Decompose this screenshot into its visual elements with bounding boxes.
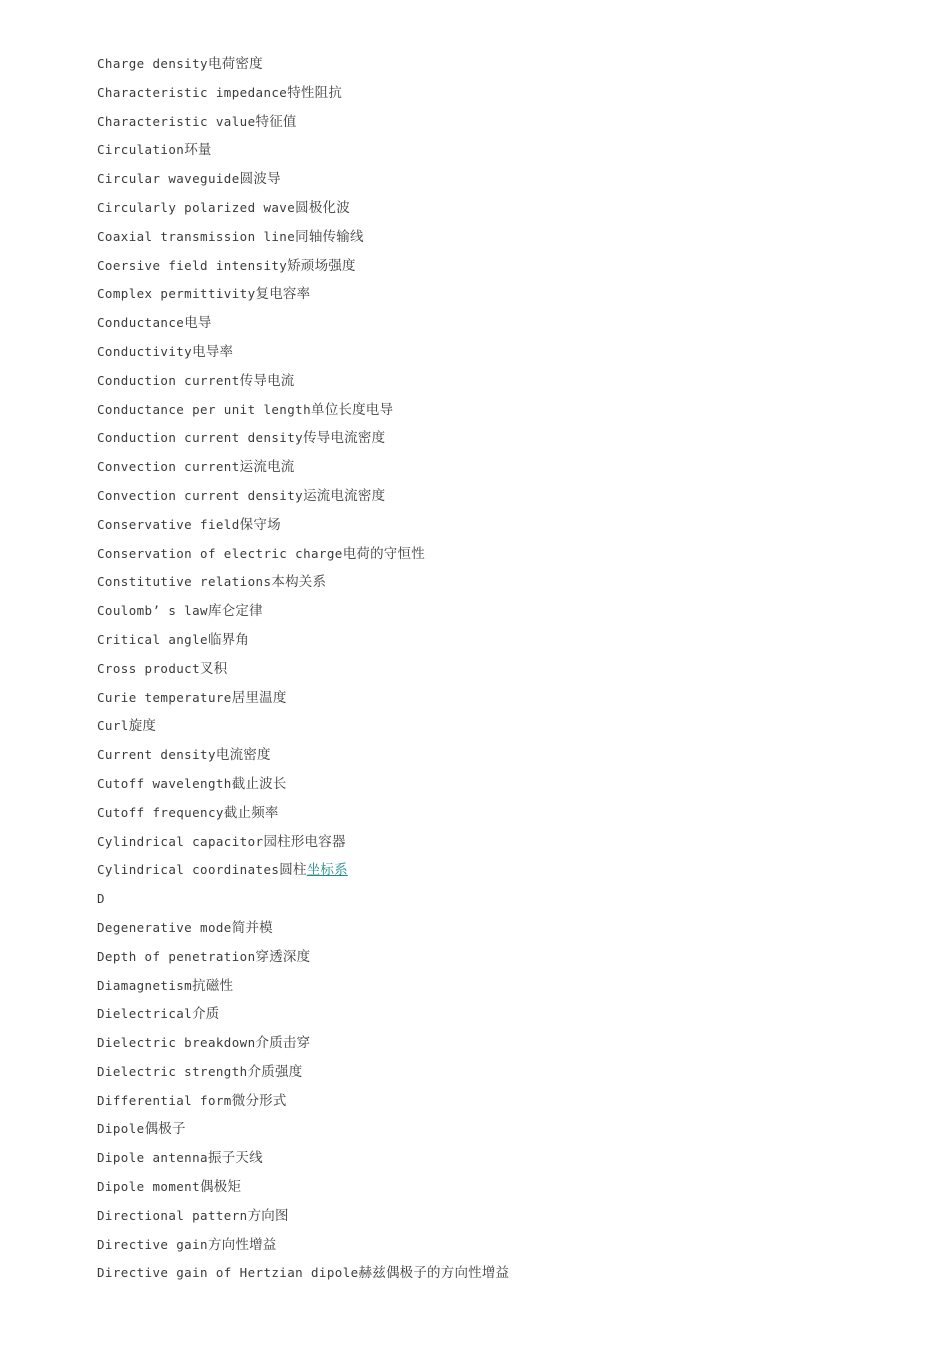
- glossary-entry: [97, 828, 897, 857]
- term-zh: 截止频率: [223, 804, 279, 821]
- term-zh: 微分形式: [231, 1092, 287, 1109]
- term-en: Conductivity: [97, 343, 193, 359]
- term-zh: 本构关系: [271, 574, 327, 591]
- term-en: Cylindrical coordinates: [97, 862, 280, 878]
- glossary-entry: [97, 1173, 897, 1202]
- term-zh: 圆柱: [279, 862, 307, 879]
- glossary-entry: [97, 972, 897, 1001]
- term-en: Curie temperature: [97, 689, 232, 705]
- term-zh: 简并模: [231, 919, 273, 936]
- term-en: Conductance per unit length: [97, 401, 311, 417]
- glossary-entry: [97, 741, 897, 770]
- glossary-entry: [97, 712, 897, 741]
- term-zh: 穿透深度: [255, 948, 311, 965]
- term-en: Current density: [97, 747, 216, 763]
- term-zh: 传导电流: [239, 372, 295, 389]
- section-letter-text: D: [97, 891, 105, 907]
- term-en: Dipole moment: [97, 1179, 201, 1195]
- glossary-entry: [97, 770, 897, 799]
- term-en: Dielectric breakdown: [97, 1035, 256, 1051]
- term-zh: 运流电流: [239, 459, 295, 476]
- term-zh: 介质: [192, 1006, 220, 1023]
- glossary-entry: [97, 799, 897, 828]
- term-zh: 特征值: [255, 113, 297, 130]
- term-zh: 偶极子: [144, 1121, 186, 1138]
- term-en: Conduction current: [97, 372, 240, 388]
- glossary-entry: [97, 79, 897, 108]
- term-en: Dipole antenna: [97, 1150, 208, 1166]
- glossary-entry: [97, 1058, 897, 1087]
- term-en: Differential form: [97, 1092, 232, 1108]
- term-zh: 保守场: [239, 516, 281, 533]
- glossary-entry: [97, 914, 897, 943]
- term-en: Circulation: [97, 142, 185, 158]
- term-en: Coersive field intensity: [97, 257, 288, 273]
- glossary-entry: [97, 338, 897, 367]
- term-en: Diamagnetism: [97, 977, 193, 993]
- term-zh: 运流电流密度: [303, 487, 386, 504]
- term-en: Dipole: [97, 1121, 145, 1137]
- term-en: Complex permittivity: [97, 286, 256, 302]
- term-zh: 振子天线: [207, 1150, 263, 1167]
- glossary-entry: [97, 453, 897, 482]
- glossary-entry: [97, 136, 897, 165]
- term-zh: 赫兹偶极子的方向性增益: [358, 1265, 510, 1282]
- term-en: Dielectric strength: [97, 1063, 248, 1079]
- glossary-entry: [97, 367, 897, 396]
- term-zh: 电荷的守恒性: [342, 545, 425, 562]
- term-zh: 单位长度电导: [311, 401, 394, 418]
- term-zh: 电导: [184, 315, 212, 332]
- glossary-entry: [97, 626, 897, 655]
- term-en: Depth of penetration: [97, 948, 256, 964]
- term-en: Characteristic value: [97, 113, 256, 129]
- term-zh: 介质击穿: [255, 1035, 311, 1052]
- term-zh: 居里温度: [231, 689, 287, 706]
- glossary-entry: [97, 597, 897, 626]
- glossary-entry: [97, 194, 897, 223]
- term-en: Charge density: [97, 56, 208, 71]
- term-zh: 抗磁性: [192, 977, 234, 994]
- coordinate-system-link[interactable]: 坐标系: [306, 862, 348, 879]
- term-zh: 临界角: [207, 631, 250, 648]
- glossary-entry: [97, 396, 897, 425]
- term-en: Cross product: [97, 660, 201, 676]
- term-zh: 库仑定律: [207, 603, 263, 620]
- term-en: Circularly polarized wave: [97, 199, 296, 215]
- term-zh: 方向图: [247, 1207, 289, 1224]
- term-en: Curl: [97, 718, 129, 734]
- term-zh: 介质强度: [247, 1063, 303, 1080]
- term-zh: 圆波导: [239, 171, 281, 188]
- term-en: Constitutive relations: [97, 574, 272, 590]
- glossary-entry: [97, 165, 897, 194]
- term-en: Conduction current density: [97, 430, 304, 446]
- term-en: Critical angle: [97, 631, 208, 647]
- term-en: Convection current: [97, 459, 240, 475]
- glossary-entry: [97, 1115, 897, 1144]
- glossary-entry: [97, 309, 897, 338]
- glossary-entry: [97, 50, 897, 79]
- term-zh: 复电容率: [255, 286, 311, 303]
- term-en: Coulomb’ s law: [97, 603, 208, 619]
- term-zh: 方向性增益: [207, 1236, 277, 1253]
- term-en: Conservation of electric charge: [97, 545, 343, 561]
- term-en: Cutoff frequency: [97, 804, 224, 820]
- term-zh: 电流密度: [215, 747, 271, 764]
- glossary-page: [97, 50, 897, 1288]
- term-zh: 电导率: [192, 343, 234, 360]
- term-zh: 截止波长: [231, 775, 287, 792]
- term-en: Cutoff wavelength: [97, 775, 232, 791]
- glossary-entry: [97, 108, 897, 137]
- term-zh: 园柱形电容器: [263, 833, 346, 850]
- term-zh: 偶极矩: [200, 1179, 242, 1196]
- glossary-entry: [97, 280, 897, 309]
- glossary-entry: [97, 943, 897, 972]
- term-en: Directive gain of Hertzian dipole: [97, 1265, 359, 1281]
- glossary-entry: [97, 1029, 897, 1058]
- term-en: Directive gain: [97, 1236, 208, 1252]
- term-zh: 叉积: [200, 660, 228, 677]
- glossary-entry: [97, 1000, 897, 1029]
- glossary-entry: [97, 568, 897, 597]
- term-zh: 电荷密度: [207, 56, 263, 72]
- term-en: Conservative field: [97, 516, 240, 532]
- term-zh: 环量: [184, 142, 212, 159]
- glossary-entry: [97, 1231, 897, 1260]
- glossary-entry: [97, 1259, 897, 1288]
- term-en: Dielectrical: [97, 1006, 193, 1022]
- term-en: Coaxial transmission line: [97, 228, 296, 244]
- glossary-entry: [97, 655, 897, 684]
- glossary-entry: [97, 684, 897, 713]
- term-en: Conductance: [97, 315, 185, 331]
- section-letter: [97, 885, 897, 914]
- term-zh: 矫顽场强度: [287, 257, 356, 274]
- term-en: Directional pattern: [97, 1207, 248, 1223]
- glossary-entry: [97, 1144, 897, 1173]
- term-en: Degenerative mode: [97, 919, 232, 935]
- term-zh: 同轴传输线: [295, 228, 364, 245]
- glossary-entry: [97, 252, 897, 281]
- glossary-entry: [97, 1087, 897, 1116]
- term-zh: 旋度: [128, 718, 157, 735]
- term-zh: 特性阻抗: [287, 84, 343, 101]
- glossary-entry: [97, 424, 897, 453]
- glossary-entry: [97, 223, 897, 252]
- glossary-entry-linked: [97, 856, 897, 885]
- term-zh: 圆极化波: [295, 199, 350, 216]
- term-en: Circular waveguide: [97, 171, 240, 187]
- glossary-entry: [97, 482, 897, 511]
- glossary-entry: [97, 511, 897, 540]
- term-en: Cylindrical capacitor: [97, 833, 264, 849]
- glossary-entry: [97, 540, 897, 569]
- term-en: Convection current density: [97, 487, 304, 503]
- term-en: Characteristic impedance: [97, 84, 288, 100]
- term-zh: 传导电流密度: [303, 430, 386, 447]
- glossary-entry: [97, 1202, 897, 1231]
